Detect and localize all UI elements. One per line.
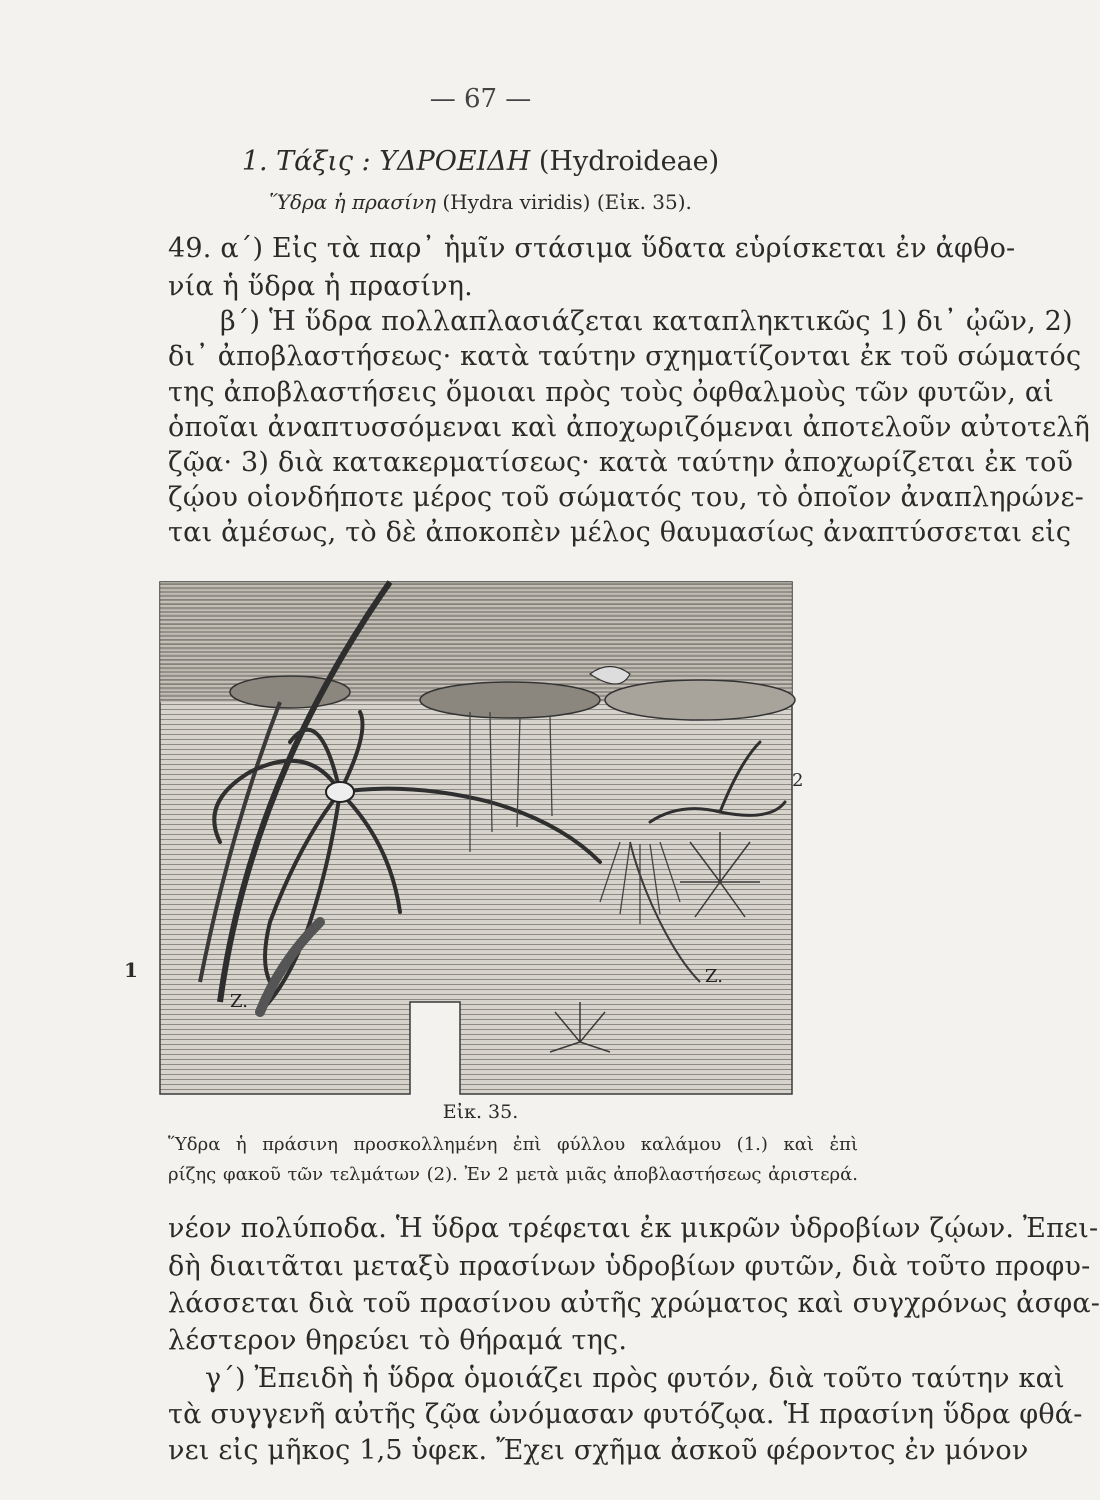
species-heading	[0, 190, 961, 214]
para1-line: 49. α΄) Εἰς τὰ παρ᾽ ἡμῖν στάσιμα ὕδατα εὑρίσκεται ἐν ἀφθο-	[168, 233, 1016, 264]
para2-line: δι᾽ ἀποβλαστήσεως· κατὰ ταύτην σχηματίζονται ἐκ τοῦ σώματός	[168, 341, 1082, 372]
para3-line: λάσσεται διὰ τοῦ πρασίνου αὐτῆς χρώματος καὶ συγχρόνως ἀσφα-	[168, 1288, 1100, 1319]
para2-line: ζῴου οἱονδήποτε μέρος τοῦ σώματός του, τὸ ὁποῖον ἀναπληρώνε-	[168, 482, 1084, 513]
para4-line: γ΄) Ἐπειδὴ ἡ ὕδρα ὁμοιάζει πρὸς φυτόν, διὰ τοῦτο ταύτην καὶ	[205, 1363, 1065, 1394]
section-heading	[0, 146, 961, 177]
para1-line: νία ἡ ὕδρα ἡ πρασίνη.	[168, 271, 473, 302]
para2-line: ται ἀμέσως, τὸ δὲ ἀποκοπὲν μέλος θαυμασίως ἀναπτύσσεται εἰς	[168, 517, 1072, 548]
para2-line: ὁποῖαι ἀναπτυσσόμεναι καὶ ἀποχωριζόμεναι ἀποτελοῦν αὐτοτελῆ	[168, 412, 1091, 443]
hydra-illustration	[160, 582, 792, 1094]
para2-line: ζῷα· 3) διὰ κατακερματίσεως· κατὰ ταύτην ἀποχωρίζεται ἐκ τοῦ	[168, 447, 1074, 478]
figure-title: Εἰκ. 35.	[442, 1101, 519, 1123]
fig-mark-z1: Z.	[230, 991, 248, 1012]
para4-line: τὰ συγγενῆ αὐτῆς ζῷα ὠνόμασαν φυτόζῳα. Ἡ πρασίνη ὕδρα φθά-	[168, 1399, 1083, 1430]
fig-mark-z2: Z.	[705, 966, 723, 987]
figure-label-1: 1	[124, 958, 138, 982]
para3-line: δὴ διαιτᾶται μεταξὺ πρασίνων ὑδροβίων φυτῶν, διὰ τοῦτο προφυ-	[168, 1251, 1091, 1282]
para2-line: β΄) Ἡ ὕδρα πολλαπλασιάζεται καταπληκτικῶς 1) δι᾽ ᾠῶν, 2)	[220, 306, 1073, 337]
figure-caption-line: ρίζης φακοῦ τῶν τελμάτων (2). Ἐν 2 μετὰ μιᾶς ἀποβλαστήσεως ἀριστερά.	[168, 1164, 858, 1185]
para4-line: νει εἰς μῆκος 1,5 ὑφεκ. Ἔχει σχῆμα ἀσκοῦ φέροντος ἐν μόνον	[168, 1435, 1029, 1466]
species-latin: (Hydra viridis) (Εἰκ. 35).	[442, 190, 692, 214]
para2-line: της ἀποβλαστήσεις ὅμοιαι πρὸς τοὺς ὀφθαλμοὺς τῶν φυτῶν, αἱ	[168, 377, 1055, 408]
species-greek: Ὕδρα ἡ πρασίνη	[269, 190, 437, 214]
page-number: — 67 —	[429, 84, 532, 114]
para3-line: λέστερον θηρεύει τὸ θήραμά της.	[168, 1325, 628, 1356]
heading-greek: 1. Τάξις : ΥΔΡΟΕΙΔΗ	[241, 146, 531, 177]
figure-label-2: 2	[792, 770, 804, 791]
figure-caption-line: Ὕδρα ἡ πράσινη προσκολλημένη ἐπὶ φύλλου καλάμου (1.) καὶ ἐπὶ	[168, 1134, 858, 1155]
heading-latin: (Hydroideae)	[538, 146, 720, 177]
para3-line: νέον πολύποδα. Ἡ ὕδρα τρέφεται ἐκ μικρῶν ὑδροβίων ζῴων. Ἐπει-	[168, 1213, 1099, 1244]
